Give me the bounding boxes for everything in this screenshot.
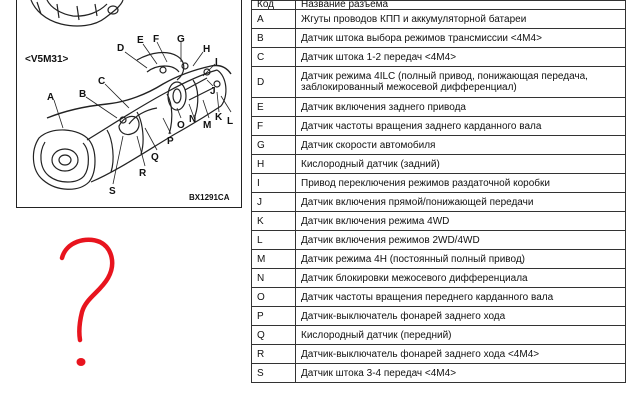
- callout-F: F: [153, 34, 160, 45]
- transmission-diagram-panel: [16, 0, 242, 208]
- table-row: [252, 269, 626, 288]
- row-name: Датчик включения режимов 2WD/4WD: [296, 231, 626, 250]
- row-code: B: [252, 29, 296, 48]
- row-code: H: [252, 155, 296, 174]
- row-code: G: [252, 136, 296, 155]
- callout-H: H: [203, 44, 211, 55]
- row-name: Датчик включения заднего привода: [296, 98, 626, 117]
- callout-N: N: [189, 114, 197, 125]
- callout-C: C: [98, 76, 106, 87]
- table-row: [252, 67, 626, 98]
- model-label: <V5M31>: [25, 54, 69, 65]
- row-name: Датчик блокировки межосевого дифференциала: [296, 269, 626, 288]
- row-code: S: [252, 364, 296, 383]
- row-name: Кислородный датчик (задний): [296, 155, 626, 174]
- row-code: M: [252, 250, 296, 269]
- row-name: Датчик-выключатель фонарей заднего хода <4M4>: [296, 345, 626, 364]
- row-code: R: [252, 345, 296, 364]
- table-row: [252, 307, 626, 326]
- callout-B: B: [79, 89, 87, 100]
- row-code: F: [252, 117, 296, 136]
- table-row: [252, 288, 626, 307]
- callout-S: S: [109, 186, 116, 197]
- row-code: J: [252, 193, 296, 212]
- table-row: [252, 98, 626, 117]
- table-row: [252, 231, 626, 250]
- table-row: [252, 155, 626, 174]
- row-name: Привод переключения режимов раздаточной коробки: [296, 174, 626, 193]
- callout-K: K: [215, 112, 223, 123]
- callout-A: A: [47, 92, 55, 103]
- row-name: Кислородный датчик (передний): [296, 326, 626, 345]
- row-name: Датчик частоты вращения переднего карданного вала: [296, 288, 626, 307]
- table-row: [252, 212, 626, 231]
- row-code: P: [252, 307, 296, 326]
- callout-J: J: [210, 86, 216, 97]
- row-name: Датчик режима 4ILC (полный привод, понижающая передача, заблокированный межосевой дифференциал): [296, 67, 626, 98]
- table-row: [252, 250, 626, 269]
- table-row: [252, 48, 626, 67]
- row-code: N: [252, 269, 296, 288]
- callout-I: I: [215, 57, 218, 68]
- row-code: O: [252, 288, 296, 307]
- header-name: Название разъема: [296, 1, 626, 10]
- row-name: Датчик-выключатель фонарей заднего хода: [296, 307, 626, 326]
- table-row: [252, 136, 626, 155]
- row-code: C: [252, 48, 296, 67]
- row-name: Датчик штока выбора режимов трансмиссии <4M4>: [296, 29, 626, 48]
- row-code: E: [252, 98, 296, 117]
- callout-R: R: [139, 168, 147, 179]
- table-row: [252, 10, 626, 29]
- table-header-row: [252, 1, 626, 10]
- connector-codes-table: [251, 0, 626, 383]
- row-code: K: [252, 212, 296, 231]
- row-name: Датчик частоты вращения заднего карданного вала: [296, 117, 626, 136]
- main-transmission-drawing: [33, 53, 234, 190]
- table-row: [252, 29, 626, 48]
- figure-code: BX1291CA: [189, 193, 230, 202]
- row-name: Датчик штока 1-2 передач <4M4>: [296, 48, 626, 67]
- row-code: L: [252, 231, 296, 250]
- callout-M: M: [203, 120, 212, 131]
- callout-G: G: [177, 34, 185, 45]
- table-row: [252, 326, 626, 345]
- row-code: D: [252, 67, 296, 98]
- question-mark-icon: [52, 236, 122, 376]
- row-code: I: [252, 174, 296, 193]
- row-name: Датчик штока 3-4 передач <4M4>: [296, 364, 626, 383]
- callout-Q: Q: [151, 152, 159, 163]
- upper-gearbox-drawing: [31, 0, 123, 26]
- callout-P: P: [167, 136, 174, 147]
- table-row: [252, 345, 626, 364]
- callout-L: L: [227, 116, 234, 127]
- table-row: [252, 193, 626, 212]
- row-code: A: [252, 10, 296, 29]
- callout-O: O: [177, 120, 185, 131]
- table-row: [252, 364, 626, 383]
- callout-E: E: [137, 35, 144, 46]
- row-name: Датчик включения режима 4WD: [296, 212, 626, 231]
- row-name: Жгуты проводов КПП и аккумуляторной батареи: [296, 10, 626, 29]
- transmission-diagram: [17, 0, 241, 207]
- table-row: [252, 117, 626, 136]
- row-name: Датчик режима 4H (постоянный полный привод): [296, 250, 626, 269]
- callout-D: D: [117, 43, 125, 54]
- row-code: Q: [252, 326, 296, 345]
- table-row: [252, 174, 626, 193]
- row-name: Датчик скорости автомобиля: [296, 136, 626, 155]
- header-code: Код: [252, 1, 296, 10]
- row-name: Датчик включения прямой/понижающей передачи: [296, 193, 626, 212]
